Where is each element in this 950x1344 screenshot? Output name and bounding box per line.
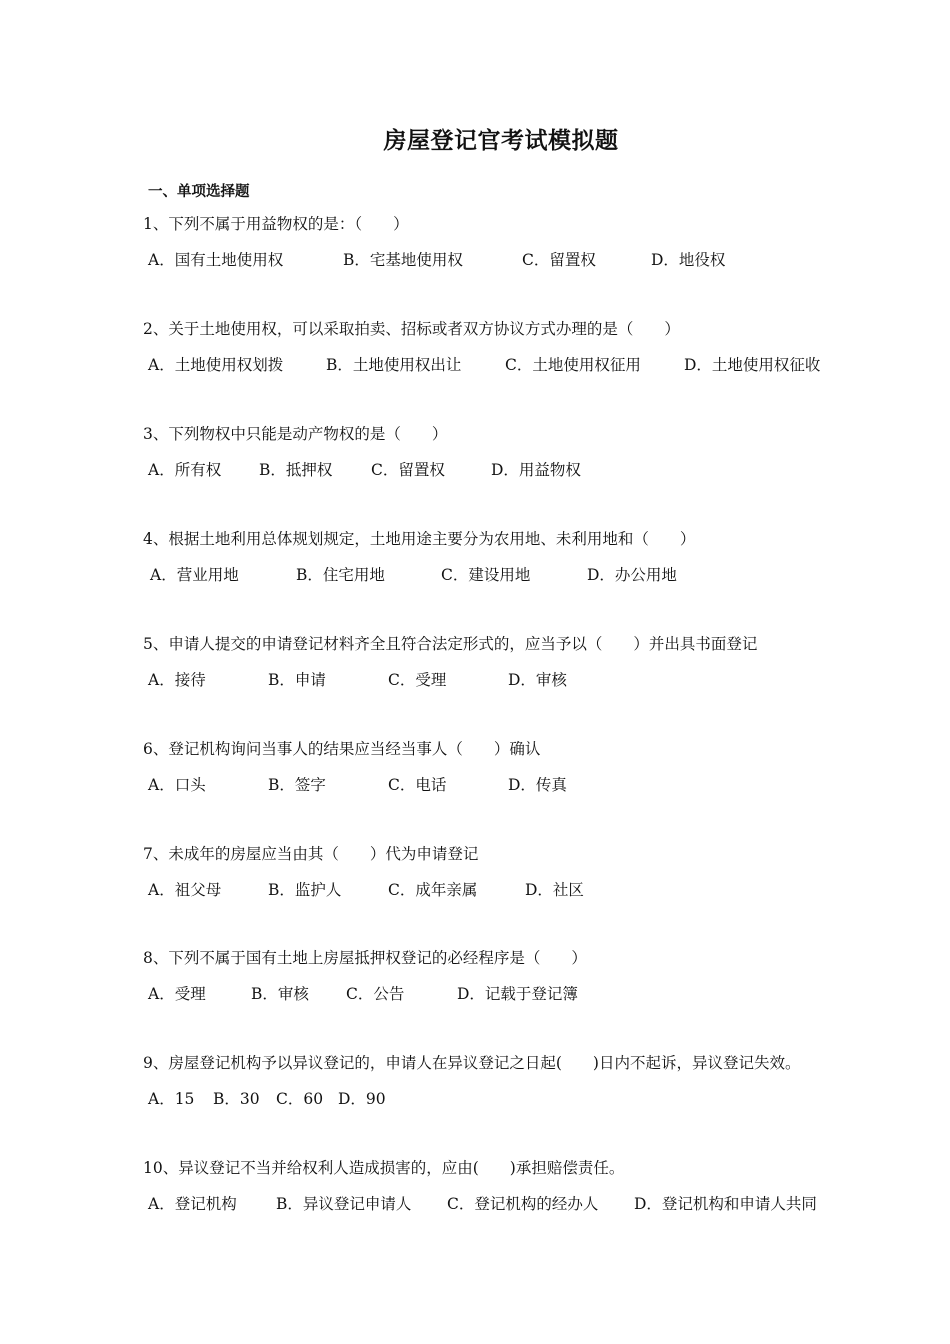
question-stem: 6、登记机构询问当事人的结果应当经当事人（ ）确认 [143,740,541,758]
option-a: A．所有权 [148,461,222,479]
option-a: A．接待 [148,671,206,689]
option-b: B．抵押权 [259,461,333,479]
question-stem: 1、下列不属于用益物权的是：（ ） [143,215,409,233]
option-b: B．申请 [268,671,326,689]
option-d: D．社区 [525,881,584,899]
option-a: A．营业用地 [150,566,239,584]
option-c: C．电话 [388,776,447,794]
option-a: A．受理 [148,985,206,1003]
option-a: A．15 [148,1090,195,1108]
question-stem: 8、下列不属于国有土地上房屋抵押权登记的必经程序是（ ） [143,949,587,967]
option-d: D．90 [338,1090,386,1108]
option-c: C．成年亲属 [388,881,478,899]
option-a: A．登记机构 [148,1195,237,1213]
option-a: A．口头 [148,776,206,794]
option-b: B．签字 [268,776,326,794]
option-c: C．建设用地 [441,566,531,584]
option-c: C．60 [276,1090,324,1108]
option-d: D．记载于登记簿 [457,985,578,1003]
option-c: C．登记机构的经办人 [447,1195,599,1213]
option-d: D．办公用地 [587,566,677,584]
page-title: 房屋登记官考试模拟题 [383,128,619,154]
question-stem: 7、未成年的房屋应当由其（ ）代为申请登记 [143,845,479,863]
question-stem: 3、下列物权中只能是动产物权的是（ ） [143,425,448,443]
option-b: B．住宅用地 [296,566,385,584]
option-c: C．受理 [388,671,447,689]
option-b: B．30 [213,1090,260,1108]
section-heading: 一、单项选择题 [148,184,250,200]
option-a: A．土地使用权划拨 [148,356,284,374]
question-stem: 5、申请人提交的申请登记材料齐全且符合法定形式的，应当予以（ ）并出具书面登记 [143,635,758,653]
option-d: D．用益物权 [491,461,581,479]
question-stem: 2、关于土地使用权，可以采取拍卖、招标或者双方协议方式办理的是（ ） [143,320,680,338]
option-b: B．宅基地使用权 [343,251,463,269]
option-d: D．传真 [508,776,567,794]
option-a: A．祖父母 [148,881,222,899]
option-c: C．留置权 [371,461,445,479]
option-c: C．留置权 [522,251,596,269]
option-b: B．异议登记申请人 [276,1195,412,1213]
option-c: C．土地使用权征用 [505,356,641,374]
option-d: D．地役权 [651,251,726,269]
question-stem: 9、房屋登记机构予以异议登记的，申请人在异议登记之日起( )日内不起诉，异议登记失效。 [143,1054,801,1072]
option-d: D．审核 [508,671,567,689]
option-b: B．审核 [251,985,309,1003]
option-b: B．土地使用权出让 [326,356,462,374]
question-stem: 10、异议登记不当并给权利人造成损害的，应由( )承担赔偿责任。 [143,1159,625,1177]
option-b: B．监护人 [268,881,342,899]
option-c: C．公告 [346,985,405,1003]
option-d: D．登记机构和申请人共同 [634,1195,817,1213]
option-d: D．土地使用权征收 [684,356,821,374]
question-stem: 4、根据土地利用总体规划规定，土地用途主要分为农用地、未利用地和（ ） [143,530,696,548]
option-a: A．国有土地使用权 [148,251,284,269]
